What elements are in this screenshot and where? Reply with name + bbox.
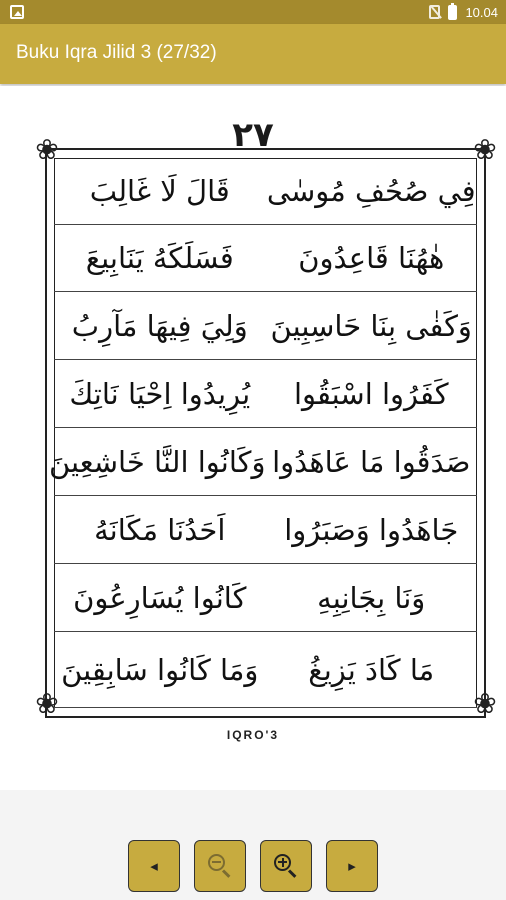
text-row (54, 497, 477, 564)
next-page-button[interactable] (326, 840, 378, 892)
arabic-text-left: قَالَ لَا غَالِبَ (89, 174, 230, 208)
arabic-text-left: وَمَا كَانُوا سَابِقِينَ (61, 653, 259, 687)
zoom-in-icon (274, 854, 298, 878)
text-row (48, 429, 477, 496)
no-sim-icon (429, 5, 440, 19)
ornament-top-left-icon: ❀ (35, 133, 59, 166)
text-row (54, 633, 477, 708)
controls-bar (0, 790, 506, 900)
status-icons (429, 3, 498, 21)
page-number: ٢٧ (232, 115, 274, 155)
zoom-out-button[interactable] (194, 840, 246, 892)
text-row (54, 158, 477, 225)
arabic-text-left: وَلِيَ فِيهَا مَآرِبُ (71, 309, 248, 343)
zoom-in-button[interactable] (260, 840, 312, 892)
ornament-bottom-left-icon: ❀ (35, 687, 59, 720)
arabic-text-left: كَانُوا يُسَارِعُونَ (73, 581, 247, 615)
text-row (54, 361, 477, 428)
arabic-text-right: وَنَا بِجَانِبِهِ (317, 581, 426, 615)
arabic-text-left: وَكَانُوا النَّا خَاشِعِينَ (48, 445, 266, 479)
app-title: Buku Iqra Jilid 3 (27/32) (16, 42, 217, 63)
previous-page-button[interactable] (128, 840, 180, 892)
arabic-text-right: مَا كَادَ يَزِيغُ (308, 653, 435, 687)
zoom-out-icon (208, 854, 232, 878)
arabic-text-right: هٰهُنَا قَاعِدُونَ (298, 241, 445, 275)
book-page[interactable] (0, 86, 506, 790)
arabic-text-right: فِي صُحُفِ مُوسٰى (266, 174, 476, 208)
arabic-text-right: صَدَقُوا مَا عَاهَدُوا (272, 445, 471, 479)
arabic-text-left: اَحَدُنَا مَكَانَهُ (94, 513, 226, 547)
ornament-bottom-right-icon: ❀ (473, 687, 497, 720)
book-footer-label: IQRO'3 (226, 728, 280, 742)
arabic-text-right: جَاهَدُوا وَصَبَرُوا (284, 513, 459, 547)
battery-icon (448, 5, 457, 20)
arabic-text-left: يُرِيدُوا اِحْيَا نَاتِكَ (69, 377, 251, 411)
chevron-left-icon: ◂ (150, 857, 158, 875)
ornament-top-right-icon: ❀ (473, 133, 497, 166)
app-bar (0, 24, 506, 84)
text-row (54, 293, 477, 360)
chevron-right-icon: ▸ (348, 857, 356, 875)
image-notification-icon (10, 5, 24, 19)
text-row (54, 565, 477, 632)
status-bar (0, 0, 506, 24)
arabic-text-left: فَسَلَكَهُ يَنَابِيعَ (85, 241, 234, 275)
arabic-text-right: كَفَرُوا اسْبَقُوا (293, 377, 449, 411)
text-row (54, 225, 477, 292)
arabic-text-right: وَكَفٰى بِنَا حَاسِبِينَ (270, 309, 472, 343)
status-time: 10.04 (465, 4, 498, 20)
